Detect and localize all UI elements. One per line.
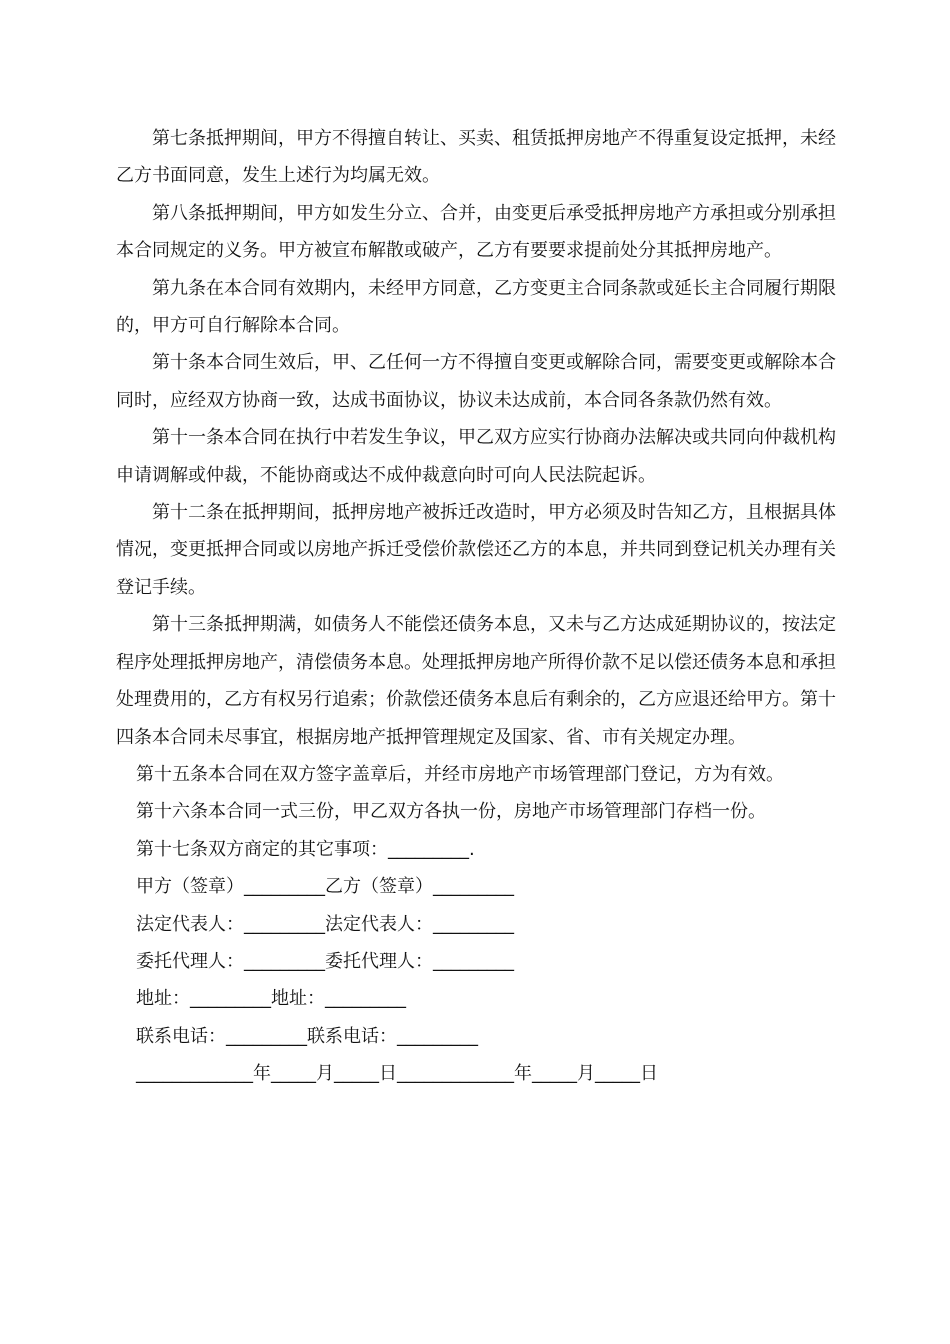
article-16: 第十六条本合同一式三份，甲乙双方各执一份，房地产市场管理部门存档一份。 <box>136 801 766 823</box>
address-line: 地址：_________地址：_________ <box>136 988 406 1010</box>
contract-page <box>116 120 836 1093</box>
legal-representative-line: 法定代表人：_________法定代表人：_________ <box>136 913 514 935</box>
article-10: 第十条本合同生效后，甲、乙任何一方不得擅自变更或解除合同，需要变更或解除本合同时，应经双方协商一致，达成书面协议，协议未达成前，本合同各条款仍然有效。 <box>116 352 836 411</box>
signature-line: 甲方（签章）_________乙方（签章）_________ <box>136 876 514 898</box>
article-17: 第十七条双方商定的其它事项：_________. <box>136 838 475 860</box>
article-15: 第十五条本合同在双方签字盖章后，并经市房地产市场管理部门登记，方为有效。 <box>136 763 784 785</box>
article-12: 第十二条在抵押期间，抵押房地产被拆迁改造时，甲方必须及时告知乙方，且根据具体情况，变更抵押合同或以房地产拆迁受偿价款偿还乙方的本息，并共同到登记机关办理有关登记手续。 <box>116 502 836 598</box>
date-line: _____________年_____月_____日_____________年_____月_____日 <box>136 1063 658 1085</box>
article-7: 第七条抵押期间，甲方不得擅自转让、买卖、租赁抵押房地产不得重复设定抵押，未经乙方书面同意，发生上述行为均属无效。 <box>116 128 836 187</box>
agent-line: 委托代理人：_________委托代理人：_________ <box>136 950 514 972</box>
phone-line: 联系电话：_________联系电话：_________ <box>136 1025 478 1047</box>
article-11: 第十一条本合同在执行中若发生争议，甲乙双方应实行协商办法解决或共同向仲裁机构申请调解或仲裁，不能协商或达不成仲裁意向时可向人民法院起诉。 <box>116 427 836 486</box>
article-13-14: 第十三条抵押期满，如债务人不能偿还债务本息，又未与乙方达成延期协议的，按法定程序处理抵押房地产，清偿债务本息。处理抵押房地产所得价款不足以偿还债务本息和承担处理费用的，乙方有权另行追索；价款偿还债务本息后有剩余的，乙方应退还给甲方。第十四条本合同未尽事宜，根据房地产抵押管理规定及国家、省、市有关规定办理。 <box>116 614 836 748</box>
article-8: 第八条抵押期间，甲方如发生分立、合并，由变更后承受抵押房地产方承担或分别承担本合同规定的义务。甲方被宣布解散或破产，乙方有要要求提前处分其抵押房地产。 <box>116 202 836 262</box>
article-9: 第九条在本合同有效期内，未经甲方同意，乙方变更主合同条款或延长主合同履行期限的，甲方可自行解除本合同。 <box>116 277 836 337</box>
